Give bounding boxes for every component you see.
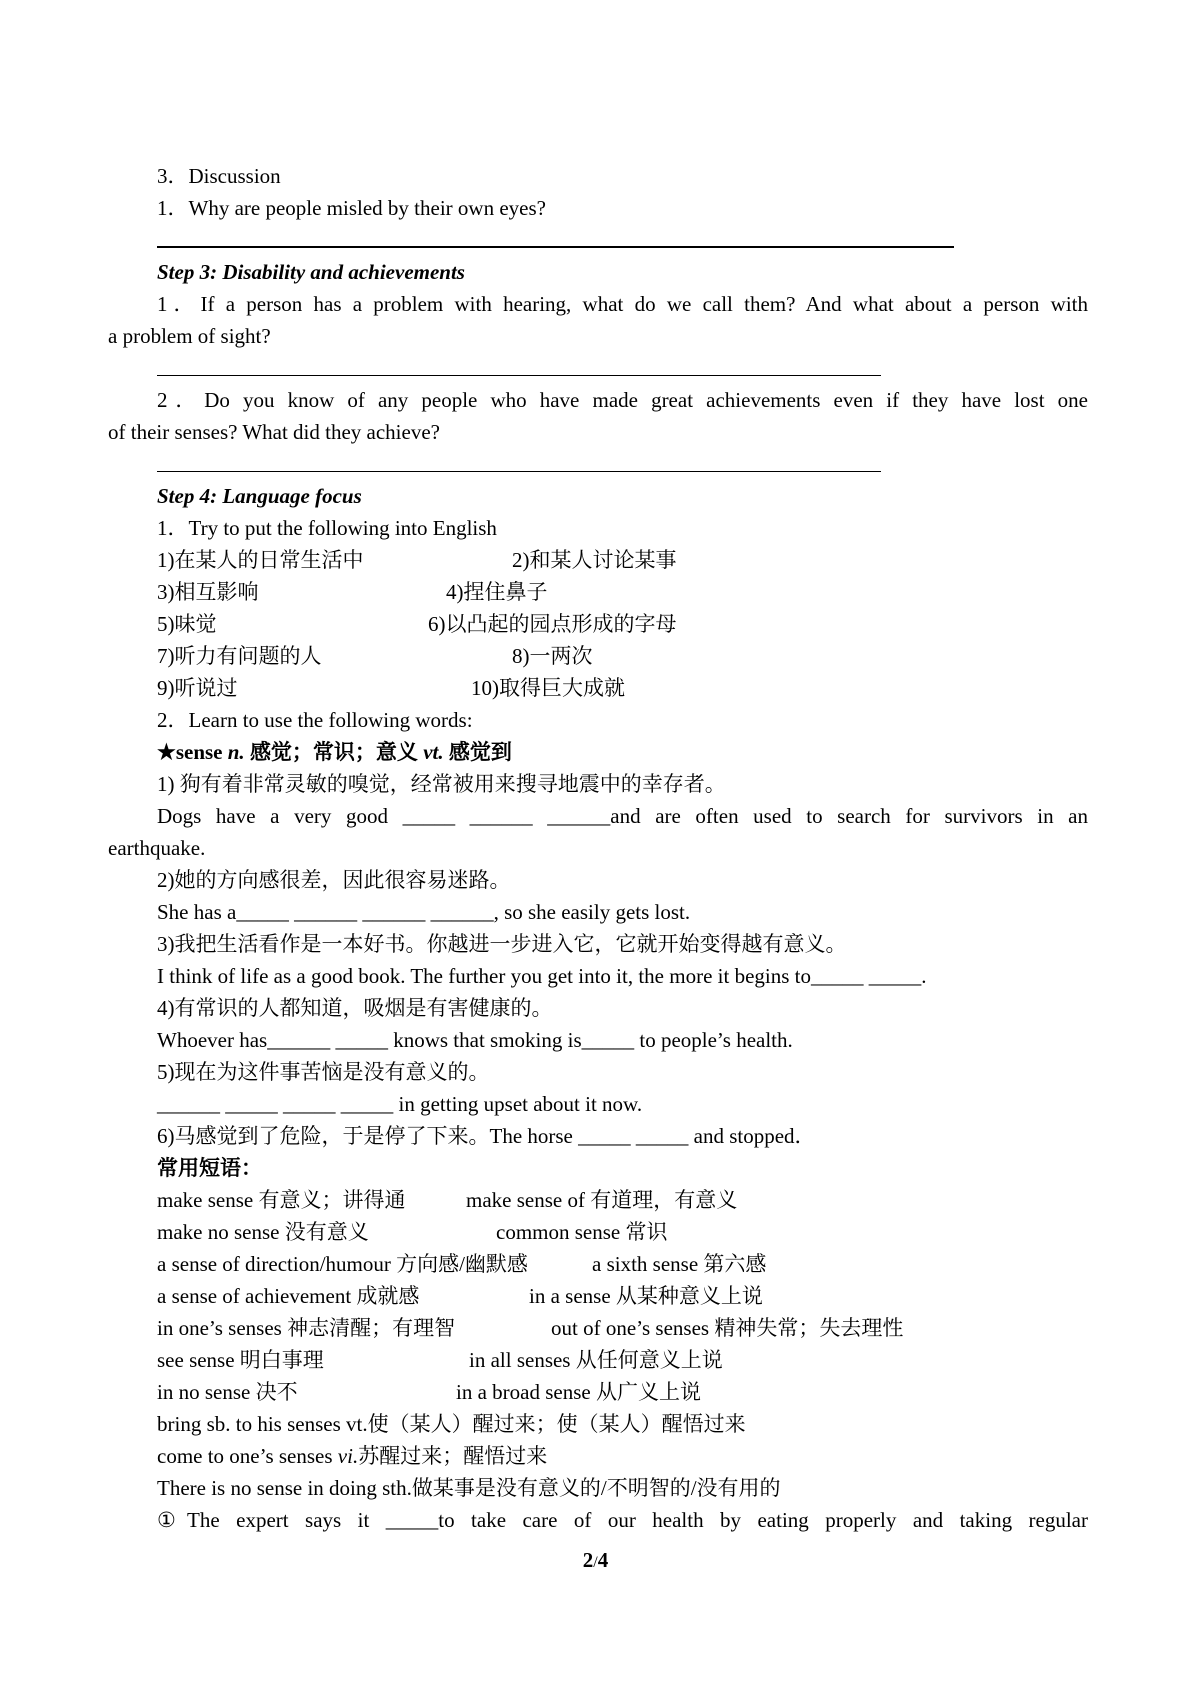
common-phrase: a sense of direction/humour 方向感/幽默感 [157, 1252, 528, 1276]
example-cn: 4)有常识的人都知道，吸烟是有害健康的。 [157, 996, 553, 1020]
phrase-item: 3)相互影响 [157, 580, 259, 604]
phrase-item: 9)听说过 [157, 676, 238, 700]
example-en-cont: earthquake. [108, 836, 206, 860]
phrase-text: come to one’s senses [157, 1444, 338, 1468]
common-phrases-title: 常用短语： [157, 1156, 262, 1180]
pos-vi: vi. [337, 1444, 359, 1468]
question-achievements-line1: 2．Do you know of any people who have made great achievements even if they have lost one [157, 388, 1088, 412]
section-heading-discussion: 3．Discussion [157, 164, 281, 188]
word-heading-sense [157, 737, 512, 767]
example-cn: 1) 狗有着非常灵敏的嗅觉，经常被用来搜寻地震中的幸存者。 [157, 772, 726, 796]
common-phrase: a sixth sense 第六感 [592, 1252, 767, 1276]
task-translate: 1．Try to put the following into English [157, 516, 497, 540]
common-phrase: in all senses 从任何意义上说 [469, 1348, 723, 1372]
example-en: Dogs have a very good _____ ______ ______and are often used to search for survivors in an [157, 804, 1088, 828]
question-misled-eyes: 1．Why are people misled by their own eyes? [157, 196, 546, 220]
page-separator: / [593, 1554, 598, 1571]
pos-verb: vt. [423, 740, 444, 764]
common-phrase: make sense of 有道理，有意义 [466, 1188, 738, 1212]
common-phrase: in a sense 从某种意义上说 [529, 1284, 763, 1308]
example-en: I think of life as a good book. The further you get into it, the more it begins to_____ _____. [157, 964, 927, 988]
phrase-item: 5)味觉 [157, 612, 217, 636]
word-meaning: 感觉；常识；意义 [244, 740, 424, 764]
common-phrase: common sense 常识 [496, 1220, 668, 1244]
phrase-item: 7)听力有问题的人 [157, 644, 322, 668]
common-phrase: in one’s senses 神志清醒；有理智 [157, 1316, 456, 1340]
phrase-item: 4)捏住鼻子 [446, 580, 548, 604]
step3-heading: Step 3: Disability and achievements [157, 260, 465, 284]
word-meaning: 感觉到 [443, 740, 512, 764]
page-current: 2 [582, 1548, 594, 1572]
common-phrase: make sense 有意义；讲得通 [157, 1188, 406, 1212]
common-phrase: out of one’s senses 精神失常；失去理性 [551, 1316, 904, 1340]
page-total: 4 [597, 1548, 609, 1572]
common-phrase-bring: bring sb. to his senses vt.使（某人）醒过来；使（某人）醒悟过来 [157, 1412, 746, 1436]
common-phrase: see sense 明白事理 [157, 1348, 324, 1372]
exercise-expert: ①The expert says it _____to take care of our health by eating properly and taking regular [157, 1508, 1088, 1532]
task-learn-words: 2．Learn to use the following words: [157, 708, 473, 732]
answer-line [157, 375, 881, 376]
phrase-item: 10)取得巨大成就 [471, 676, 625, 700]
common-phrase-come [157, 1441, 547, 1471]
question-achievements-line2: of their senses? What did they achieve? [108, 420, 440, 444]
phrase-meaning: 苏醒过来；醒悟过来 [358, 1444, 548, 1468]
common-phrase: a sense of achievement 成就感 [157, 1284, 420, 1308]
phrase-item: 2)和某人讨论某事 [512, 548, 677, 572]
common-phrase: in no sense 决不 [157, 1380, 298, 1404]
example-cn: 2)她的方向感很差，因此很容易迷路。 [157, 868, 511, 892]
common-phrase: make no sense 没有意义 [157, 1220, 369, 1244]
example-cn: 3)我把生活看作是一本好书。你越进一步进入它，它就开始变得越有意义。 [157, 932, 847, 956]
question-hearing-line2: a problem of sight? [108, 324, 271, 348]
common-phrase: in a broad sense 从广义上说 [456, 1380, 701, 1404]
answer-line [157, 471, 881, 472]
example-mixed: 6)马感觉到了危险，于是停了下来。The horse _____ _____ and stopped． [157, 1124, 816, 1148]
example-cn: 5)现在为这件事苦恼是没有意义的。 [157, 1060, 490, 1084]
phrase-item: 8)一两次 [512, 644, 593, 668]
example-en: ______ _____ _____ _____ in getting upset about it now. [157, 1092, 643, 1116]
question-hearing-line1: 1．If a person has a problem with hearing, what do we call them? And what about a person with [157, 292, 1088, 316]
example-en: Whoever has______ _____ knows that smoking is_____ to people’s health. [157, 1028, 793, 1052]
pos-noun: n. [227, 740, 245, 764]
page-number [0, 1548, 1191, 1573]
answer-line [157, 246, 954, 248]
step4-heading: Step 4: Language focus [157, 484, 362, 508]
example-en: She has a_____ ______ ______ ______, so she easily gets lost. [157, 900, 691, 924]
phrase-item: 1)在某人的日常生活中 [157, 548, 364, 572]
common-phrase-there: There is no sense in doing sth.做某事是没有意义的/不明智的/没有用的 [157, 1476, 781, 1500]
word-star: ★sense [157, 740, 228, 764]
phrase-item: 6)以凸起的园点形成的字母 [428, 612, 677, 636]
